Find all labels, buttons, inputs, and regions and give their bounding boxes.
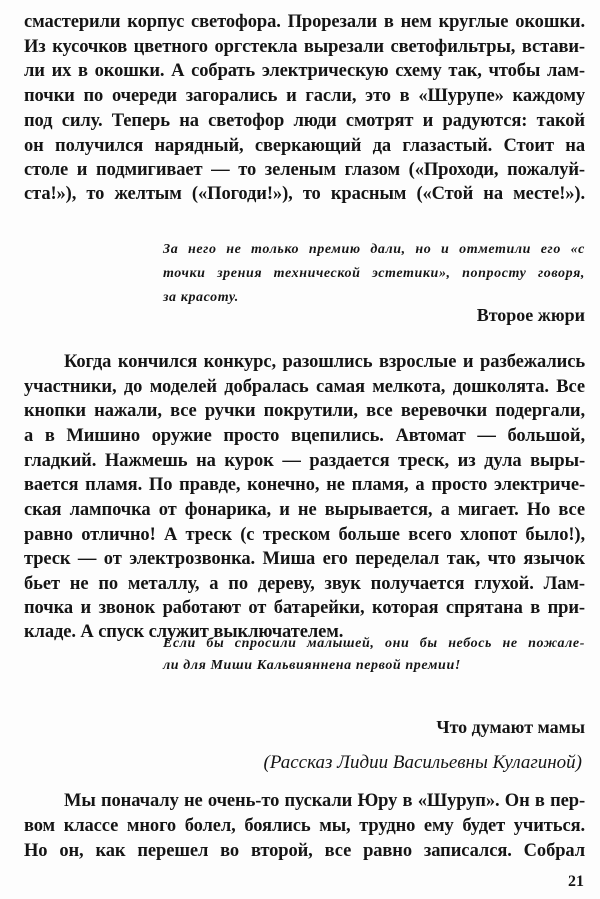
text-line: бьет не по металлу, а по дереву, звук получается глухой. Лам- bbox=[24, 574, 585, 594]
text-line: а в Мишино оружие просто вцепились. Автомат — большой, bbox=[24, 426, 585, 446]
section-subtitle: (Рассказ Лидии Васильевны Кулагиной) bbox=[263, 752, 582, 773]
note-line: точки зрения технической эстетики», попросту говоря, bbox=[163, 266, 585, 281]
text-line: вается пламя. По правде, конечно, не пламя, а просто электриче- bbox=[24, 475, 585, 495]
text-line: треск — от электрозвонка. Миша его переделал так, что язычок bbox=[24, 549, 585, 569]
text-line: ста!»), то желтым («Погоди!»), то красным («Стой на месте!»). bbox=[24, 184, 585, 204]
text-line: столе и подмигивает — то зеленым глазом («Проходи, пожалуй- bbox=[24, 160, 585, 180]
text-line: гладкий. Нажмешь на курок — раздается треск, из дула выры- bbox=[24, 451, 585, 471]
text-line: Из кусочков цветного оргстекла вырезали светофильтры, встави- bbox=[24, 37, 585, 57]
note-line: ли для Миши Кальвияннена первой премии! bbox=[163, 658, 461, 673]
section-heading-what-moms-think: Что думают мамы bbox=[436, 717, 585, 737]
text-line: ская лампочка от фонарика, и не вырывается, а мигает. Но все bbox=[24, 500, 585, 520]
note-line: За него не только премию дали, но и отметили его «с bbox=[163, 242, 585, 257]
text-line: вом классе много болел, боялись мы, трудно ему будет учиться. bbox=[24, 816, 585, 836]
text-line: смастерили корпус светофора. Прорезали в нем круглые окошки. bbox=[24, 12, 585, 32]
text-line: он получился нарядный, сверкающий да глазастый. Стоит на bbox=[24, 136, 585, 156]
text-line: Когда кончился конкурс, разошлись взрослые и разбежались bbox=[64, 352, 585, 372]
text-line: равно отлично! А треск (с треском больше всего хлопот было!), bbox=[24, 525, 585, 545]
text-line: почки по очереди загорались и гасли, это в «Шурупе» каждому bbox=[24, 86, 585, 106]
text-line: Мы поначалу не очень-то пускали Юру в «Шуруп». Он в пер- bbox=[64, 791, 585, 811]
note-line: за красоту. bbox=[163, 290, 239, 305]
text-line: ли их в окошки. А собрать электрическую схему так, чтобы лам- bbox=[24, 61, 585, 81]
section-heading-second-jury: Второе жюри bbox=[476, 305, 585, 325]
text-line: почка и звонок работают от батарейки, которая спрятана в при- bbox=[24, 598, 585, 618]
text-line: участники, до моделей добралась самая мелкота, дошколята. Все bbox=[24, 377, 585, 397]
text-line: кладе. А спуск служит выключателем. bbox=[24, 622, 344, 642]
page-number: 21 bbox=[568, 873, 584, 890]
text-line: Но он, как перешел во второй, все равно записался. Собрал bbox=[24, 841, 585, 861]
text-line: кнопки нажали, все ручки покрутили, все веревочки подергали, bbox=[24, 401, 585, 421]
text-line: под силу. Теперь на светофор люди смотрят и радуются: такой bbox=[24, 111, 585, 131]
note-line: Если бы спросили малышей, они бы небось не пожале- bbox=[163, 636, 585, 651]
